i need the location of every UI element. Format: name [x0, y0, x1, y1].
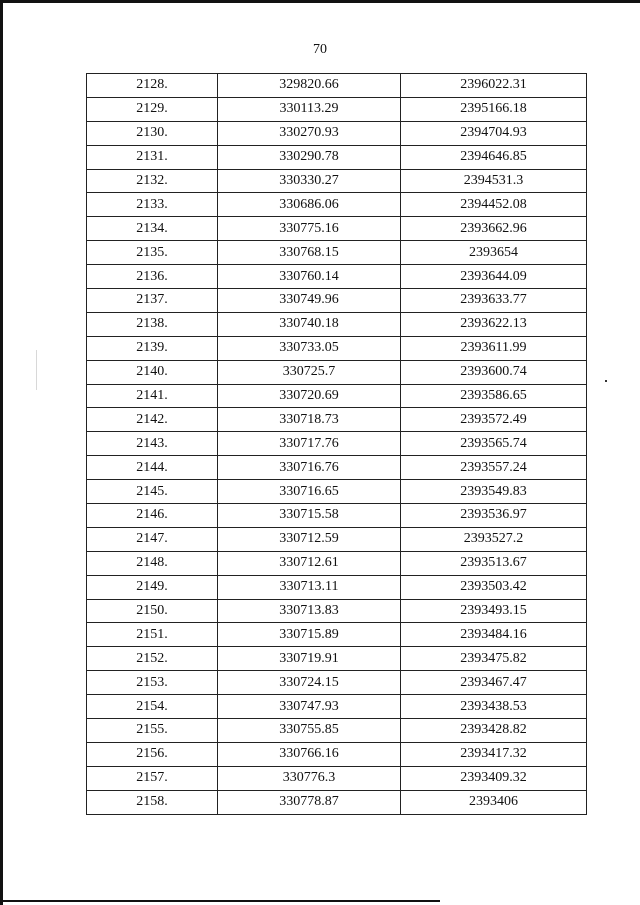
- table-row: [87, 121, 587, 145]
- table-row: [87, 456, 587, 480]
- table-row: [87, 97, 587, 121]
- y-coordinate-cell: 2393611.99: [401, 336, 587, 360]
- table-row: [87, 790, 587, 814]
- point-number-cell: 2158.: [87, 790, 218, 814]
- x-coordinate-cell: 330113.29: [218, 97, 401, 121]
- scan-speck: [605, 380, 607, 382]
- point-number-cell: 2136.: [87, 265, 218, 289]
- table-row: [87, 575, 587, 599]
- x-coordinate-cell: 330713.83: [218, 599, 401, 623]
- point-number-cell: 2130.: [87, 121, 218, 145]
- x-coordinate-cell: 330686.06: [218, 193, 401, 217]
- x-coordinate-cell: 330720.69: [218, 384, 401, 408]
- y-coordinate-cell: 2396022.31: [401, 74, 587, 98]
- table-row: [87, 74, 587, 98]
- y-coordinate-cell: 2394646.85: [401, 145, 587, 169]
- scan-edge-bottom: [0, 900, 440, 902]
- table-row: [87, 527, 587, 551]
- y-coordinate-cell: 2393417.32: [401, 742, 587, 766]
- point-number-cell: 2153.: [87, 671, 218, 695]
- y-coordinate-cell: 2393633.77: [401, 289, 587, 313]
- point-number-cell: 2154.: [87, 695, 218, 719]
- y-coordinate-cell: 2393409.32: [401, 766, 587, 790]
- point-number-cell: 2133.: [87, 193, 218, 217]
- point-number-cell: 2128.: [87, 74, 218, 98]
- point-number-cell: 2142.: [87, 408, 218, 432]
- y-coordinate-cell: 2393557.24: [401, 456, 587, 480]
- point-number-cell: 2147.: [87, 527, 218, 551]
- y-coordinate-cell: 2393549.83: [401, 480, 587, 504]
- x-coordinate-cell: 330712.61: [218, 551, 401, 575]
- table-row: [87, 384, 587, 408]
- table-row: [87, 289, 587, 313]
- x-coordinate-cell: 330747.93: [218, 695, 401, 719]
- point-number-cell: 2149.: [87, 575, 218, 599]
- coordinates-table: [86, 73, 587, 815]
- table-row: [87, 217, 587, 241]
- point-number-cell: 2157.: [87, 766, 218, 790]
- x-coordinate-cell: 330330.27: [218, 169, 401, 193]
- x-coordinate-cell: 330290.78: [218, 145, 401, 169]
- table-row: [87, 145, 587, 169]
- y-coordinate-cell: 2393467.47: [401, 671, 587, 695]
- table-row: [87, 504, 587, 528]
- x-coordinate-cell: 330749.96: [218, 289, 401, 313]
- table-row: [87, 551, 587, 575]
- table-row: [87, 312, 587, 336]
- x-coordinate-cell: 330712.59: [218, 527, 401, 551]
- table-row: [87, 695, 587, 719]
- y-coordinate-cell: 2393565.74: [401, 432, 587, 456]
- scan-edge-top: [0, 0, 640, 3]
- y-coordinate-cell: 2393536.97: [401, 504, 587, 528]
- y-coordinate-cell: 2393662.96: [401, 217, 587, 241]
- point-number-cell: 2139.: [87, 336, 218, 360]
- point-number-cell: 2148.: [87, 551, 218, 575]
- coordinates-table-body: [87, 74, 587, 815]
- x-coordinate-cell: 330776.3: [218, 766, 401, 790]
- point-number-cell: 2156.: [87, 742, 218, 766]
- table-row: [87, 480, 587, 504]
- x-coordinate-cell: 330766.16: [218, 742, 401, 766]
- y-coordinate-cell: 2393428.82: [401, 719, 587, 743]
- point-number-cell: 2141.: [87, 384, 218, 408]
- table-row: [87, 432, 587, 456]
- y-coordinate-cell: 2393654: [401, 241, 587, 265]
- point-number-cell: 2150.: [87, 599, 218, 623]
- x-coordinate-cell: 329820.66: [218, 74, 401, 98]
- y-coordinate-cell: 2394452.08: [401, 193, 587, 217]
- y-coordinate-cell: 2393527.2: [401, 527, 587, 551]
- table-row: [87, 193, 587, 217]
- table-row: [87, 719, 587, 743]
- point-number-cell: 2135.: [87, 241, 218, 265]
- point-number-cell: 2132.: [87, 169, 218, 193]
- x-coordinate-cell: 330719.91: [218, 647, 401, 671]
- table-row: [87, 169, 587, 193]
- table-row: [87, 623, 587, 647]
- point-number-cell: 2143.: [87, 432, 218, 456]
- x-coordinate-cell: 330716.65: [218, 480, 401, 504]
- y-coordinate-cell: 2394704.93: [401, 121, 587, 145]
- table-row: [87, 647, 587, 671]
- table-row: [87, 766, 587, 790]
- x-coordinate-cell: 330715.58: [218, 504, 401, 528]
- x-coordinate-cell: 330724.15: [218, 671, 401, 695]
- y-coordinate-cell: 2393493.15: [401, 599, 587, 623]
- table-row: [87, 671, 587, 695]
- y-coordinate-cell: 2393484.16: [401, 623, 587, 647]
- y-coordinate-cell: 2393644.09: [401, 265, 587, 289]
- x-coordinate-cell: 330775.16: [218, 217, 401, 241]
- scan-speck: [36, 350, 37, 390]
- x-coordinate-cell: 330778.87: [218, 790, 401, 814]
- point-number-cell: 2145.: [87, 480, 218, 504]
- x-coordinate-cell: 330713.11: [218, 575, 401, 599]
- x-coordinate-cell: 330270.93: [218, 121, 401, 145]
- x-coordinate-cell: 330760.14: [218, 265, 401, 289]
- table-row: [87, 336, 587, 360]
- point-number-cell: 2155.: [87, 719, 218, 743]
- y-coordinate-cell: 2393572.49: [401, 408, 587, 432]
- point-number-cell: 2134.: [87, 217, 218, 241]
- scan-edge-left: [0, 0, 3, 905]
- table-row: [87, 360, 587, 384]
- point-number-cell: 2131.: [87, 145, 218, 169]
- point-number-cell: 2146.: [87, 504, 218, 528]
- point-number-cell: 2137.: [87, 289, 218, 313]
- point-number-cell: 2140.: [87, 360, 218, 384]
- y-coordinate-cell: 2393406: [401, 790, 587, 814]
- y-coordinate-cell: 2393503.42: [401, 575, 587, 599]
- x-coordinate-cell: 330768.15: [218, 241, 401, 265]
- y-coordinate-cell: 2393438.53: [401, 695, 587, 719]
- x-coordinate-cell: 330725.7: [218, 360, 401, 384]
- y-coordinate-cell: 2393475.82: [401, 647, 587, 671]
- table-row: [87, 408, 587, 432]
- x-coordinate-cell: 330740.18: [218, 312, 401, 336]
- page-number: 70: [313, 42, 327, 57]
- x-coordinate-cell: 330716.76: [218, 456, 401, 480]
- y-coordinate-cell: 2393513.67: [401, 551, 587, 575]
- x-coordinate-cell: 330717.76: [218, 432, 401, 456]
- point-number-cell: 2152.: [87, 647, 218, 671]
- x-coordinate-cell: 330755.85: [218, 719, 401, 743]
- point-number-cell: 2138.: [87, 312, 218, 336]
- x-coordinate-cell: 330733.05: [218, 336, 401, 360]
- point-number-cell: 2144.: [87, 456, 218, 480]
- y-coordinate-cell: 2395166.18: [401, 97, 587, 121]
- table-row: [87, 599, 587, 623]
- y-coordinate-cell: 2393586.65: [401, 384, 587, 408]
- y-coordinate-cell: 2393600.74: [401, 360, 587, 384]
- table-row: [87, 241, 587, 265]
- table-row: [87, 742, 587, 766]
- y-coordinate-cell: 2394531.3: [401, 169, 587, 193]
- x-coordinate-cell: 330718.73: [218, 408, 401, 432]
- table-row: [87, 265, 587, 289]
- point-number-cell: 2151.: [87, 623, 218, 647]
- x-coordinate-cell: 330715.89: [218, 623, 401, 647]
- y-coordinate-cell: 2393622.13: [401, 312, 587, 336]
- point-number-cell: 2129.: [87, 97, 218, 121]
